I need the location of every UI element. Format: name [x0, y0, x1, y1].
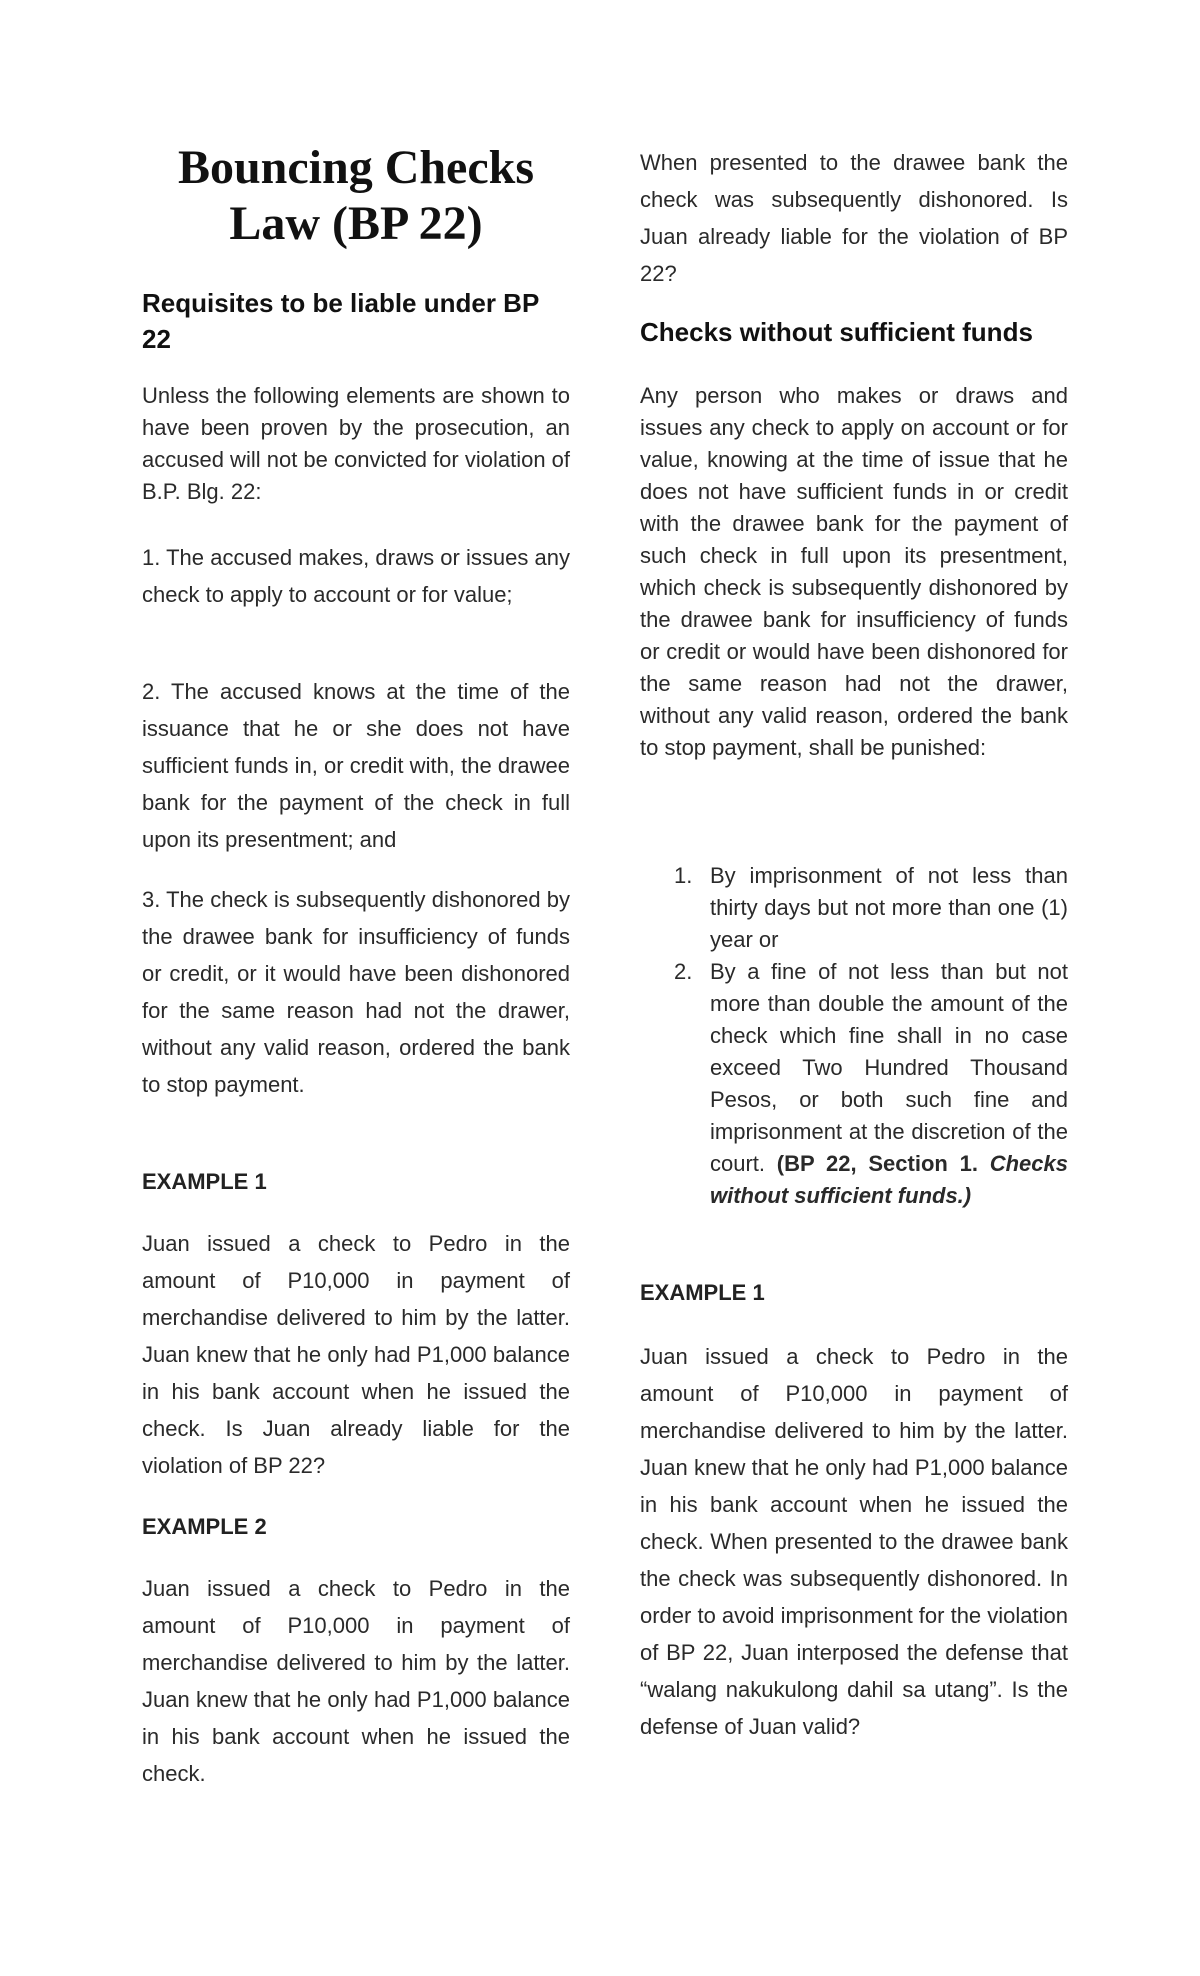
citation-bold: (BP 22, Section 1. — [776, 1151, 978, 1176]
penalty-text: By imprisonment of not less than thirty days but not more than one (1) year or — [710, 863, 1068, 952]
example-1-text: Juan issued a check to Pedro in the amount of P10,000 in payment of merchandise delivered to him by the latter. Juan knew that he only had P1,000 balance in his bank account when he issued the check. When presented to the drawee bank the check was subsequently dishonored. In order to avoid imprisonment for the violation of BP 22, Juan interposed the defense that “walang nakukulong dahil sa utang”. Is the defense of Juan valid? — [640, 1344, 1068, 1739]
example-2-block — [142, 1570, 570, 1792]
continuation-block — [640, 144, 1068, 292]
example-1-block — [142, 1225, 570, 1484]
example-1-label: EXAMPLE 1 — [640, 1280, 765, 1305]
penalty-number: 1. — [674, 863, 693, 888]
element-3-block — [142, 881, 570, 1103]
requisites-heading: Requisites to be liable under BP 22 — [142, 288, 539, 354]
element-2-block — [142, 673, 570, 858]
penalty-text: By a fine of not less than but not more than double the amount of the check which fine shall in no case exceed Two Hundred Thousand Pesos, or both such fine and imprisonment at the discretion of the court. — [710, 959, 1068, 1176]
example-2-text: Juan issued a check to Pedro in the amount of P10,000 in payment of merchandise delivered to him by the latter. Juan knew that he only had P1,000 balance in his bank account when he issued the check. — [142, 1576, 570, 1786]
checks-body-block — [640, 380, 1068, 764]
penalty-number: 2. — [674, 959, 693, 984]
penalty-item-2 — [640, 956, 1068, 1212]
continuation-paragraph: When presented to the drawee bank the check was subsequently dishonored. Is Juan already liable for the violation of BP 22? — [640, 150, 1068, 286]
element-1: 1. The accused makes, draws or issues any check to apply to account or for value; — [142, 545, 570, 607]
element-2: 2. The accused knows at the time of the issuance that he or she does not have sufficient funds in, or credit with, the drawee bank for the payment of the check in full upon its presentment; and — [142, 679, 570, 852]
citation-italic: Checks without sufficient funds.) — [710, 1151, 1068, 1208]
example-2-label: EXAMPLE 2 — [142, 1514, 267, 1539]
example-1-label: EXAMPLE 1 — [142, 1169, 267, 1194]
example-2-label-block — [142, 1508, 570, 1545]
element-3: 3. The check is subsequently dishonored by the drawee bank for insufficiency of funds or credit, or it would have been dishonored for the same reason had not the drawer, without any valid reason, ordered the bank to stop payment. — [142, 887, 570, 1097]
example-1-label-block — [640, 1274, 1068, 1311]
intro-block — [142, 380, 570, 508]
example-1-block — [640, 1338, 1068, 1745]
element-1-block — [142, 539, 570, 613]
example-1-label-block — [142, 1163, 570, 1200]
penalties-block — [640, 860, 1068, 1212]
penalty-list — [640, 860, 1068, 1212]
example-1-text: Juan issued a check to Pedro in the amount of P10,000 in payment of merchandise delivered to him by the latter. Juan knew that he only had P1,000 balance in his bank account when he issued the check. Is Juan already liable for the violation of BP 22? — [142, 1231, 570, 1478]
requisites-section — [142, 285, 570, 357]
intro-paragraph: Unless the following elements are shown to have been proven by the prosecution, an accused will not be convicted for violation of B.P. Blg. 22: — [142, 383, 571, 504]
page-title: Bouncing Checks Law (BP 22) — [177, 141, 535, 250]
checks-body: Any person who makes or draws and issues any check to apply on account or for value, knowing at the time of issue that he does not have sufficient funds in or credit with the drawee bank for the payment of such check in full upon its presentment, which check is subsequently dishonored by the drawee bank for insufficiency of funds or credit or would have been dishonored for the same reason had not the drawer, without any valid reason, ordered the bank to stop payment, shall be punished: — [640, 383, 1068, 760]
checks-heading: Checks without sufficient funds — [640, 317, 1033, 347]
penalty-item-1 — [640, 860, 1068, 956]
checks-heading-block — [640, 314, 1068, 350]
